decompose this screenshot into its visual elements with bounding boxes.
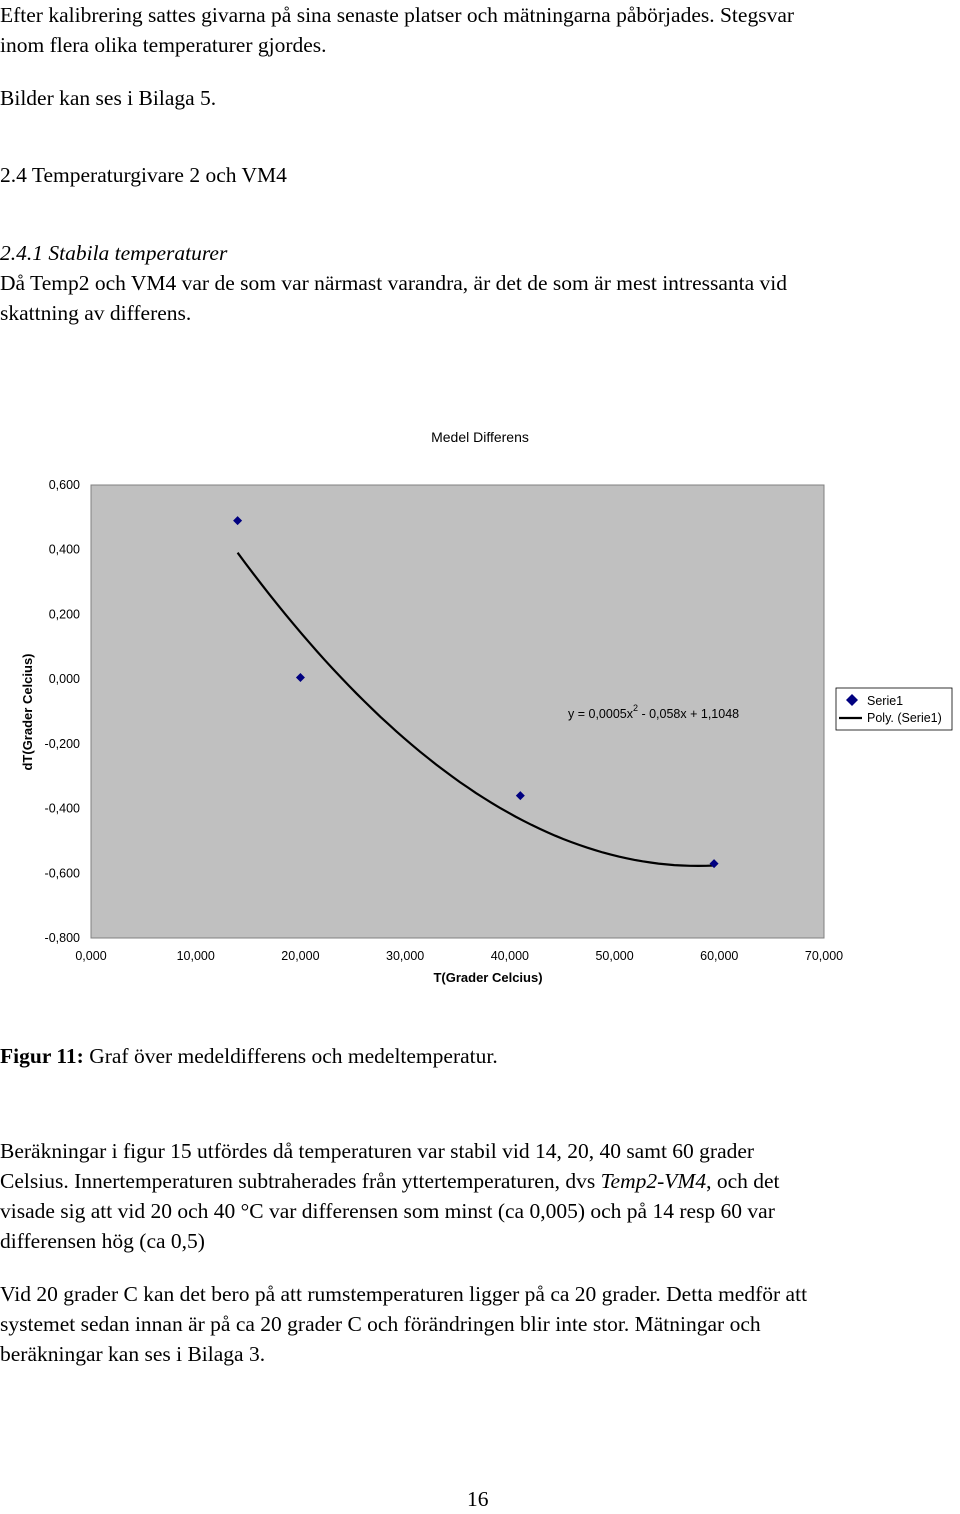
x-tick-label: 0,000 xyxy=(75,949,107,963)
x-tick-label: 50,000 xyxy=(595,949,634,963)
y-tick-label: -0,600 xyxy=(44,866,80,881)
x-axis-title: T(Grader Celcius) xyxy=(433,970,543,985)
y-tick-label: -0,400 xyxy=(44,801,80,816)
y-axis-ticks xyxy=(45,478,81,945)
para1-line-1: Beräkningar i figur 15 utfördes då temperaturen var stabil vid 14, 20, 40 samt 60 grader xyxy=(0,1139,755,1163)
trend-equation: $y = 0,0005x^2 - 0,058x + 1,1048$ xyxy=(568,703,740,721)
legend-serie1-label: Serie1 xyxy=(867,694,904,708)
x-tick-label: 10,000 xyxy=(176,949,215,963)
x-tick-label: 30,000 xyxy=(386,949,425,963)
para1-line-4: differensen hög (ca 0,5) xyxy=(0,1229,205,1253)
y-axis-title: dT(Grader Celcius) xyxy=(20,653,35,771)
page-number: 16 xyxy=(467,1487,489,1511)
subsection-heading: 2.4.1 Stabila temperaturer xyxy=(0,241,228,265)
y-tick-label: -0,200 xyxy=(44,736,80,751)
chart-title: Medel Differens xyxy=(431,429,529,445)
section-body-line-2: skattning av differens. xyxy=(0,301,192,325)
x-axis-ticks xyxy=(75,949,843,963)
para2-line-2: systemet sedan innan är på ca 20 grader C och förändringen blir inte stor. Mätningar och xyxy=(0,1312,761,1336)
legend-poly-label: Poly. (Serie1) xyxy=(867,711,942,725)
para1-line-3: visade sig att vid 20 och 40 °C var differensen som minst (ca 0,005) och på 14 resp 60 var xyxy=(0,1199,775,1223)
para1-line-2: Celsius. Innertemperaturen subtraherades från yttertemperaturen, dvs Temp2-VM4, och det xyxy=(0,1169,780,1193)
y-tick-label: 0,400 xyxy=(48,542,80,557)
y-tick-label: -0,800 xyxy=(44,931,80,945)
x-tick-label: 70,000 xyxy=(804,949,844,963)
temp2-vm4-term: Temp2-VM4 xyxy=(600,1169,707,1193)
x-tick-label: 20,000 xyxy=(281,949,320,963)
chart-legend xyxy=(836,688,952,730)
intro-line-1: Efter kalibrering sattes givarna på sina senaste platser och mätningarna påbörjades. Stegsvar xyxy=(0,3,795,27)
intro-line-2: inom flera olika temperaturer gjordes. xyxy=(0,33,327,57)
y-tick-label: 0,200 xyxy=(48,607,80,622)
para2-line-1: Vid 20 grader C kan det bero på att rumstemperaturen ligger på ca 20 grader. Detta medför att xyxy=(0,1282,808,1306)
medel-differens-chart xyxy=(0,420,960,1000)
x-tick-label: 40,000 xyxy=(490,949,529,963)
y-tick-label: 0,600 xyxy=(48,478,80,492)
caption-text: Graf över medeldifferens och medeltemperatur. xyxy=(83,1044,498,1068)
section-heading: 2.4 Temperaturgivare 2 och VM4 xyxy=(0,163,287,187)
y-tick-label: 0,000 xyxy=(48,672,80,687)
caption-label: Figur 11: xyxy=(0,1044,84,1068)
figure-caption xyxy=(0,1041,498,1071)
x-tick-label: 60,000 xyxy=(700,949,739,963)
section-body-line-1: Då Temp2 och VM4 var de som var närmast varandra, är det de som är mest intressanta vid xyxy=(0,271,787,295)
intro-line-3: Bilder kan ses i Bilaga 5. xyxy=(0,86,217,110)
para2-line-3: beräkningar kan ses i Bilaga 3. xyxy=(0,1342,266,1366)
